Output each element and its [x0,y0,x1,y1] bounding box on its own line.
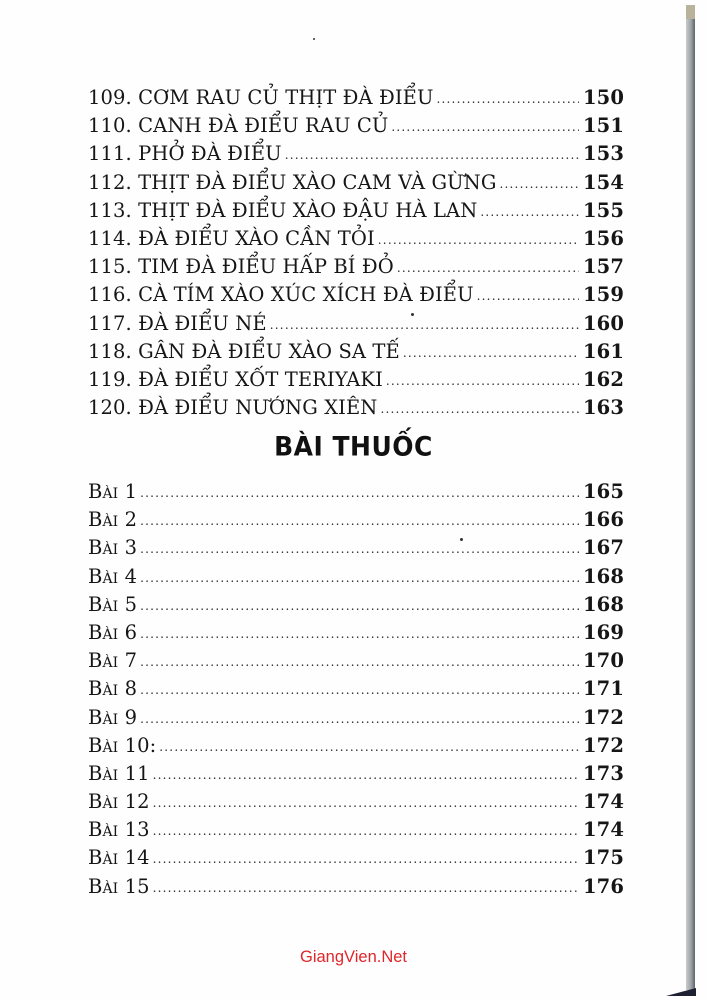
entry-page-number: 168 [582,564,624,588]
toc-entry[interactable] [88,480,624,508]
entry-title: BÀI 8 [88,677,138,701]
entry-page-number: 174 [582,818,624,842]
entry-title: 113. THỊT ĐÀ ĐIỂU XÀO ĐẬU HÀ LAN [88,198,478,222]
entry-page-number: 150 [582,86,624,109]
section-heading: BÀI THUỐC [274,431,433,462]
dot-leader [378,233,579,247]
toc-entry[interactable] [88,846,624,874]
entry-page-number: 175 [582,846,624,870]
toc-entry[interactable] [88,762,624,790]
toc-entry[interactable] [88,734,624,762]
toc-entry[interactable] [88,340,624,368]
dot-leader [159,740,579,754]
entry-title: BÀI 9 [88,705,138,729]
entry-title: 118. GÂN ĐÀ ĐIỂU XÀO SA TẾ [88,339,400,363]
toc-entry[interactable] [88,142,624,170]
dot-leader [140,683,579,697]
dot-leader [386,374,579,388]
entry-page-number: 154 [582,170,624,194]
dot-leader [153,824,579,838]
toc-entry[interactable] [88,283,624,311]
entry-page-number: 153 [582,142,624,166]
entry-title: 116. CÀ TÍM XÀO XÚC XÍCH ĐÀ ĐIỂU [88,283,474,307]
toc-entry[interactable] [88,875,624,903]
entry-title: BÀI 13 [88,818,150,842]
page-spine-corner [666,988,696,996]
dot-leader [153,796,579,810]
dot-leader [140,514,579,528]
entry-title: 120. ĐÀ ĐIỂU NƯỚNG XIÊN [88,396,378,420]
dot-leader [140,571,579,585]
entry-page-number: 159 [582,283,624,307]
toc-entry[interactable] [88,368,624,396]
entry-title: 114. ĐÀ ĐIỂU XÀO CẦN TỎI [88,226,375,250]
dot-leader [140,599,579,613]
entry-page-number: 172 [582,733,624,757]
dot-leader [140,655,579,669]
toc-entry[interactable] [88,199,624,227]
entry-title: BÀI 14 [88,846,150,870]
dot-leader [140,542,579,556]
toc-entry[interactable] [88,396,624,424]
entry-title: BÀI 1 [88,480,138,503]
entry-title: 109. CƠM RAU CỦ THỊT ĐÀ ĐIỂU [88,86,434,109]
entry-page-number: 162 [582,367,624,391]
entry-title: BÀI 3 [88,536,138,560]
toc-entry[interactable] [88,565,624,593]
dot-leader [140,486,579,500]
dot-leader [380,402,579,416]
entry-title: 115. TIM ĐÀ ĐIỂU HẤP BÍ ĐỎ [88,255,394,279]
entry-page-number: 157 [582,255,624,279]
toc-entry[interactable] [88,706,624,734]
entry-title: BÀI 7 [88,649,138,673]
entry-page-number: 151 [582,114,624,138]
dot-leader [285,148,579,162]
entry-title: BÀI 15 [88,874,150,898]
entry-title: BÀI 6 [88,620,138,644]
entry-title: BÀI 10: [88,733,157,757]
entry-page-number: 156 [582,226,624,250]
toc-entry[interactable] [88,227,624,255]
entry-page-number: 170 [582,649,624,673]
entry-page-number: 176 [582,874,624,898]
toc-entry[interactable] [88,593,624,621]
toc-entry[interactable] [88,171,624,199]
dot-leader [153,881,579,895]
dot-leader [437,92,579,106]
entry-page-number: 155 [582,198,624,222]
toc-remedies-list [88,480,624,903]
toc-entry[interactable] [88,536,624,564]
entry-title: BÀI 5 [88,592,138,616]
toc-entry[interactable] [88,677,624,705]
page-spine-top [686,5,695,19]
entry-page-number: 163 [582,396,624,420]
page-spine-edge [686,5,695,990]
dot-leader [477,289,579,303]
toc-entry[interactable] [88,508,624,536]
dot-leader [391,120,579,134]
dot-leader [153,768,579,782]
entry-page-number: 171 [582,677,624,701]
toc-entry[interactable] [88,621,624,649]
entry-page-number: 168 [582,592,624,616]
toc-entry[interactable] [88,255,624,283]
toc-entry[interactable] [88,312,624,340]
entry-page-number: 172 [582,705,624,729]
toc-entry[interactable] [88,86,624,114]
entry-page-number: 160 [582,311,624,335]
entry-title: BÀI 4 [88,564,138,588]
dot-leader [397,261,579,275]
entry-title: 112. THỊT ĐÀ ĐIỂU XÀO CAM VÀ GỪNG [88,170,497,194]
entry-title: 117. ĐÀ ĐIỂU NÉ [88,311,267,335]
dot-leader [480,205,579,219]
toc-recipes-list [88,86,624,424]
dot-leader [500,177,579,191]
dot-leader [403,346,579,360]
entry-page-number: 165 [582,480,624,503]
dot-leader [140,627,579,641]
entry-title: 110. CANH ĐÀ ĐIỂU RAU CỦ [88,114,389,138]
dot-leader [140,712,579,726]
entry-page-number: 161 [582,339,624,363]
entry-title: BÀI 11 [88,761,150,785]
entry-page-number: 166 [582,508,624,532]
entry-title: BÀI 2 [88,508,138,532]
entry-title: BÀI 12 [88,790,150,814]
entry-page-number: 167 [582,536,624,560]
dot-leader [153,852,579,866]
toc-entry[interactable] [88,649,624,677]
toc-entry[interactable] [88,790,624,818]
toc-entry[interactable] [88,818,624,846]
entry-page-number: 173 [582,761,624,785]
scan-speck [313,38,315,40]
entry-title: 119. ĐÀ ĐIỂU XỐT TERIYAKI [88,367,383,391]
entry-title: 111. PHỞ ĐÀ ĐIỂU [88,142,282,166]
dot-leader [270,318,579,332]
toc-entry[interactable] [88,114,624,142]
entry-page-number: 169 [582,620,624,644]
watermark-link[interactable]: GiangVien.Net [299,948,408,966]
entry-page-number: 174 [582,790,624,814]
